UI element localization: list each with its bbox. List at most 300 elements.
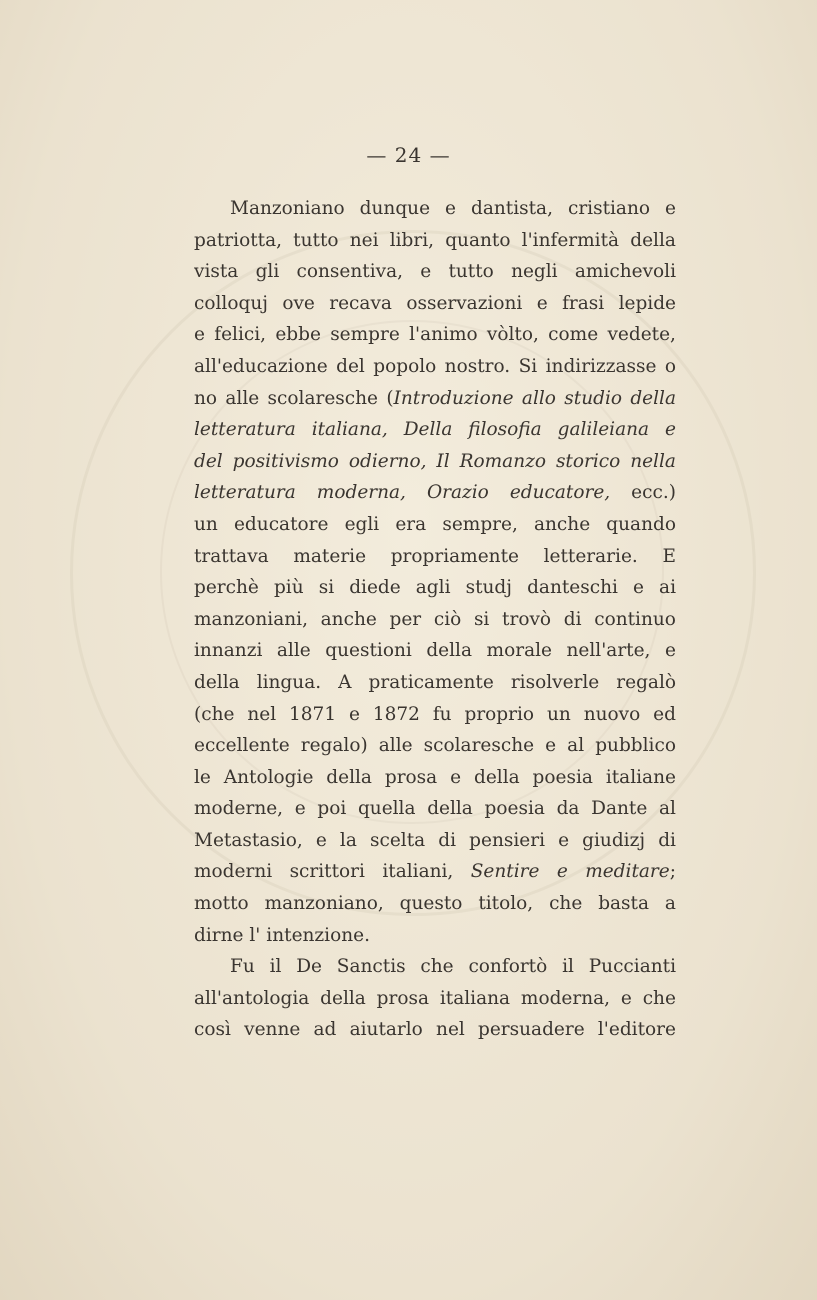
text-word <box>194 762 211 794</box>
text-fragment: Metastasio, <box>194 829 303 851</box>
body-text <box>194 193 676 1046</box>
text-fragment: era <box>395 513 427 535</box>
text-word <box>594 604 676 636</box>
text-word <box>249 920 260 952</box>
italic-text: letteratura <box>194 482 296 504</box>
italic-text: Romanzo <box>459 450 547 472</box>
text-fragment: gli <box>255 261 280 283</box>
text-word <box>340 825 357 857</box>
text-word <box>379 730 413 762</box>
text-fragment: eccellente <box>194 735 290 757</box>
text-word <box>194 888 249 920</box>
text-word <box>329 288 392 320</box>
text-fragment: l' <box>249 924 261 946</box>
text-fragment: per <box>389 608 422 630</box>
text-fragment: innanzi <box>194 640 263 662</box>
text-line <box>194 414 676 446</box>
text-fragment: anche <box>320 608 377 630</box>
text-fragment: vòlto, <box>486 324 539 346</box>
text-fragment: moderni <box>194 861 273 883</box>
text-line <box>194 856 676 888</box>
text-word <box>338 667 351 699</box>
text-fragment: materie <box>293 545 367 567</box>
text-fragment: ciò <box>433 608 462 630</box>
text-fragment: prosa <box>384 766 438 788</box>
page-number: — 24 — <box>366 143 451 167</box>
text-word <box>230 951 255 983</box>
text-word <box>289 699 336 731</box>
text-word <box>564 604 582 636</box>
text-line <box>194 730 676 762</box>
text-fragment: tutto <box>293 229 339 251</box>
text-fragment: così <box>194 1019 231 1041</box>
text-word <box>591 793 647 825</box>
text-line <box>194 256 676 288</box>
text-word <box>568 193 650 225</box>
text-word <box>471 193 553 225</box>
italic-text: galileiana <box>557 419 650 441</box>
text-fragment: colloquj <box>194 292 268 314</box>
italic-text: allo <box>521 387 556 409</box>
italic-text: e <box>556 861 568 883</box>
text-word <box>194 635 262 667</box>
text-fragment: proprio <box>464 703 535 725</box>
text-fragment: indirizzasse <box>545 355 657 377</box>
text-fragment: titolo, <box>478 893 534 915</box>
text-word <box>557 856 568 888</box>
text-fragment: che <box>549 893 583 915</box>
text-word <box>468 414 541 446</box>
text-line <box>194 446 676 478</box>
text-word <box>545 730 556 762</box>
text-fragment: fu <box>432 703 452 725</box>
text-line <box>194 319 676 351</box>
text-word <box>345 509 380 541</box>
text-fragment: di <box>563 608 582 630</box>
text-word <box>438 825 456 857</box>
italic-text: del <box>194 450 223 472</box>
text-fragment: questioni <box>325 640 412 662</box>
text-word <box>369 667 494 699</box>
italic-text: Orazio <box>426 482 489 504</box>
text-line <box>194 635 676 667</box>
text-line <box>194 541 676 573</box>
text-word <box>194 793 283 825</box>
text-word <box>194 825 303 857</box>
italic-text: odierno, <box>348 450 427 472</box>
text-word <box>471 856 540 888</box>
text-fragment: un <box>546 703 571 725</box>
text-word <box>557 793 580 825</box>
text-word <box>548 319 598 351</box>
text-line <box>194 477 676 509</box>
text-fragment: alle <box>225 387 260 409</box>
text-word <box>460 446 546 478</box>
italic-text: filosofia <box>468 419 542 441</box>
text-word <box>382 856 453 888</box>
text-fragment: scolaresche <box>267 387 378 409</box>
text-fragment: Si <box>518 355 538 377</box>
text-fragment: scolaresche <box>423 735 535 757</box>
text-word <box>537 288 548 320</box>
text-word <box>510 477 610 509</box>
text-word <box>659 793 676 825</box>
text-word <box>377 983 429 1015</box>
text-word <box>427 477 489 509</box>
text-fragment: ; <box>669 861 676 883</box>
text-fragment: regalo) <box>300 735 368 757</box>
text-word <box>358 793 416 825</box>
text-word <box>373 351 436 383</box>
text-fragment: e <box>633 577 644 599</box>
text-fragment: questo <box>399 893 463 915</box>
text-fragment: praticamente <box>368 671 494 693</box>
text-fragment: della <box>427 798 473 820</box>
text-fragment: ad <box>313 1019 337 1041</box>
text-word <box>385 762 437 794</box>
text-word <box>595 730 676 762</box>
text-fragment: l'infermità <box>521 229 620 251</box>
text-word <box>606 509 676 541</box>
text-fragment: il <box>562 956 574 978</box>
text-fragment: persuadere <box>478 1019 585 1041</box>
text-fragment: regalò <box>616 671 676 693</box>
text-fragment: e <box>545 735 557 757</box>
text-word <box>544 541 638 573</box>
text-word <box>582 825 645 857</box>
text-word <box>194 351 328 383</box>
text-word <box>445 351 511 383</box>
text-word <box>406 288 522 320</box>
text-word <box>630 225 676 257</box>
italic-text: nella <box>630 450 676 472</box>
text-word <box>234 509 328 541</box>
text-fragment: ecc.) <box>631 482 676 504</box>
text-word <box>436 1014 465 1046</box>
text-fragment: ( <box>386 387 394 409</box>
text-word <box>547 699 571 731</box>
text-word <box>445 225 510 257</box>
text-fragment: patriotta, <box>194 229 282 251</box>
text-word <box>404 414 453 446</box>
text-fragment: amichevoli <box>574 261 676 283</box>
text-word <box>233 446 339 478</box>
text-word <box>336 351 365 383</box>
text-word <box>400 888 463 920</box>
text-word <box>194 477 296 509</box>
text-word <box>330 319 400 351</box>
text-fragment: che <box>642 987 676 1009</box>
text-fragment: sempre <box>330 324 400 346</box>
text-fragment: poi <box>317 798 347 820</box>
text-word <box>194 446 223 478</box>
text-word <box>268 383 378 415</box>
text-fragment: prosa <box>376 987 430 1009</box>
text-fragment: al <box>658 798 676 820</box>
italic-text: della <box>630 387 676 409</box>
text-word <box>434 604 461 636</box>
text-fragment: manzoniani, <box>194 608 308 630</box>
text-word <box>616 667 676 699</box>
text-word <box>349 446 427 478</box>
text-word <box>633 572 644 604</box>
text-fragment: Fu <box>230 956 255 978</box>
text-word <box>337 951 406 983</box>
text-fragment: no <box>194 387 218 409</box>
text-fragment: nuovo <box>583 703 641 725</box>
text-word <box>420 951 453 983</box>
text-word <box>350 225 379 257</box>
text-word <box>558 414 649 446</box>
text-word <box>257 667 321 699</box>
text-word <box>474 604 489 636</box>
text-fragment: aiutarlo <box>349 1019 423 1041</box>
text-fragment: lingua. <box>256 671 322 693</box>
text-word <box>546 351 657 383</box>
text-word <box>527 572 618 604</box>
text-fragment: e <box>420 261 432 283</box>
text-fragment: poesia <box>484 798 545 820</box>
italic-text: e <box>665 419 676 441</box>
text-word <box>450 762 461 794</box>
text-line <box>194 1014 676 1046</box>
text-word <box>265 888 384 920</box>
text-word <box>575 256 676 288</box>
text-fragment: pubblico <box>595 735 676 757</box>
text-fragment: ed <box>653 703 676 725</box>
text-fragment: quando <box>606 513 676 535</box>
text-word <box>350 1014 423 1046</box>
text-word <box>225 383 259 415</box>
text-fragment: propriamente <box>390 545 519 567</box>
text-fragment: e <box>620 987 632 1009</box>
text-fragment: e <box>315 829 327 851</box>
text-fragment: Sanctis <box>336 956 406 978</box>
text-fragment: libri, <box>389 229 435 251</box>
text-word <box>274 572 304 604</box>
text-fragment: dunque <box>359 198 431 219</box>
text-word <box>474 762 520 794</box>
text-fragment: della <box>326 766 372 788</box>
text-fragment: studj <box>465 577 512 599</box>
text-word <box>469 825 545 857</box>
text-word <box>373 699 420 731</box>
text-word <box>317 793 346 825</box>
text-word <box>521 983 610 1015</box>
text-word <box>606 762 676 794</box>
text-line <box>194 920 676 952</box>
text-fragment: la <box>339 829 357 851</box>
text-fragment: e <box>294 798 306 820</box>
text-fragment: basta <box>598 893 650 915</box>
italic-text: educatore, <box>509 482 611 504</box>
text-fragment: scrittori <box>289 861 365 883</box>
text-fragment: nell'arte, <box>566 640 651 662</box>
text-word <box>585 856 676 888</box>
text-fragment: Manzoniano <box>230 198 345 219</box>
text-fragment: all'educazione <box>194 355 328 377</box>
text-word <box>282 288 315 320</box>
text-word <box>643 983 676 1015</box>
text-word <box>466 572 512 604</box>
text-word <box>194 256 238 288</box>
text-word <box>194 920 243 952</box>
text-fragment: dantista, <box>470 198 553 219</box>
text-word <box>247 699 276 731</box>
text-word <box>295 793 306 825</box>
text-fragment: il <box>269 956 282 978</box>
text-word <box>487 319 539 351</box>
italic-text: Della <box>403 419 453 441</box>
text-word <box>584 699 641 731</box>
text-word <box>478 888 533 920</box>
text-fragment: italiane <box>605 766 676 788</box>
text-word <box>567 635 651 667</box>
text-line <box>194 288 676 320</box>
text-word <box>266 920 370 952</box>
text-fragment: diede <box>349 577 401 599</box>
text-fragment: consentiva, <box>296 261 403 283</box>
text-word <box>598 1014 676 1046</box>
text-word <box>349 699 360 731</box>
text-word <box>395 509 426 541</box>
text-word <box>619 288 676 320</box>
text-word <box>468 951 547 983</box>
text-fragment: di <box>658 829 676 851</box>
text-word <box>293 541 366 573</box>
text-line <box>194 983 676 1015</box>
text-word <box>409 319 478 351</box>
text-word <box>391 541 519 573</box>
text-line <box>194 604 676 636</box>
italic-text: Sentire <box>470 861 540 883</box>
text-word <box>349 572 401 604</box>
text-fragment: all'antologia <box>194 987 310 1009</box>
text-word <box>478 1014 585 1046</box>
text-fragment: della <box>473 766 520 788</box>
italic-text: storico <box>555 450 621 472</box>
text-line <box>194 888 676 920</box>
text-word <box>277 635 311 667</box>
text-word <box>440 983 510 1015</box>
text-fragment: negli <box>511 261 558 283</box>
text-fragment: l'animo <box>409 324 478 346</box>
italic-text: Introduzione <box>393 387 514 409</box>
text-fragment: recava <box>329 292 392 314</box>
text-fragment: Puccianti <box>588 956 676 978</box>
text-fragment: morale <box>486 640 552 662</box>
text-word <box>256 256 280 288</box>
italic-text: studio <box>564 387 623 409</box>
text-word <box>230 193 345 225</box>
text-fragment: e <box>450 766 462 788</box>
text-word <box>312 414 388 446</box>
text-word <box>427 793 473 825</box>
text-fragment: agli <box>415 577 451 599</box>
text-fragment: della <box>630 229 676 251</box>
text-fragment: pensieri <box>469 829 545 851</box>
text-word <box>293 225 338 257</box>
text-fragment: trattava <box>194 545 269 567</box>
text-word <box>607 319 675 351</box>
text-fragment: frasi <box>562 292 605 314</box>
text-word <box>522 383 556 415</box>
text-word <box>420 256 431 288</box>
text-word <box>194 509 218 541</box>
text-word <box>511 667 599 699</box>
text-word <box>519 351 538 383</box>
text-word <box>270 951 282 983</box>
text-word <box>194 541 269 573</box>
text-word <box>194 604 308 636</box>
text-word <box>631 477 676 509</box>
italic-text: letteratura <box>194 419 296 441</box>
text-word <box>589 951 676 983</box>
text-word <box>665 888 676 920</box>
text-word <box>630 383 676 415</box>
text-fragment: popolo <box>373 355 437 377</box>
text-fragment: trovò <box>502 608 552 630</box>
text-line <box>194 572 676 604</box>
italic-text: moderna, <box>316 482 406 504</box>
text-fragment: sempre, <box>442 513 518 535</box>
text-fragment: come <box>548 324 599 346</box>
text-fragment: Antologie <box>223 766 314 788</box>
text-fragment: e <box>664 640 676 662</box>
text-fragment: che <box>420 956 454 978</box>
text-word <box>194 730 290 762</box>
text-word <box>386 383 513 415</box>
text-fragment: egli <box>344 513 380 535</box>
text-word <box>502 604 551 636</box>
text-fragment: Dante <box>591 798 648 820</box>
text-fragment: felici, <box>214 324 267 346</box>
text-word <box>549 888 582 920</box>
text-word <box>194 225 282 257</box>
text-fragment: venne <box>244 1019 301 1041</box>
text-fragment: letterarie. <box>543 545 638 567</box>
text-line <box>194 193 676 225</box>
text-fragment: nel <box>247 703 277 725</box>
text-fragment: osservazioni <box>406 292 523 314</box>
text-word <box>214 319 266 351</box>
text-fragment: e <box>558 829 570 851</box>
text-fragment: più <box>273 577 304 599</box>
text-word <box>433 699 452 731</box>
text-word <box>390 225 434 257</box>
text-fragment: perchè <box>194 577 259 599</box>
text-word <box>567 730 584 762</box>
text-word <box>194 699 234 731</box>
text-fragment: vista <box>194 261 239 283</box>
text-fragment: nel <box>436 1019 465 1041</box>
italic-text: italiana, <box>311 419 388 441</box>
text-word <box>416 572 451 604</box>
text-fragment: e <box>536 292 548 314</box>
text-word <box>194 667 240 699</box>
text-fragment: e <box>445 198 456 219</box>
text-word <box>598 888 649 920</box>
text-word <box>442 509 518 541</box>
italic-text: meditare <box>585 861 670 883</box>
text-word <box>360 193 430 225</box>
text-fragment: A <box>338 671 352 693</box>
text-word <box>522 225 619 257</box>
text-line <box>194 825 676 857</box>
text-word <box>487 635 552 667</box>
text-word <box>424 730 534 762</box>
text-fragment: l'editore <box>597 1019 676 1041</box>
